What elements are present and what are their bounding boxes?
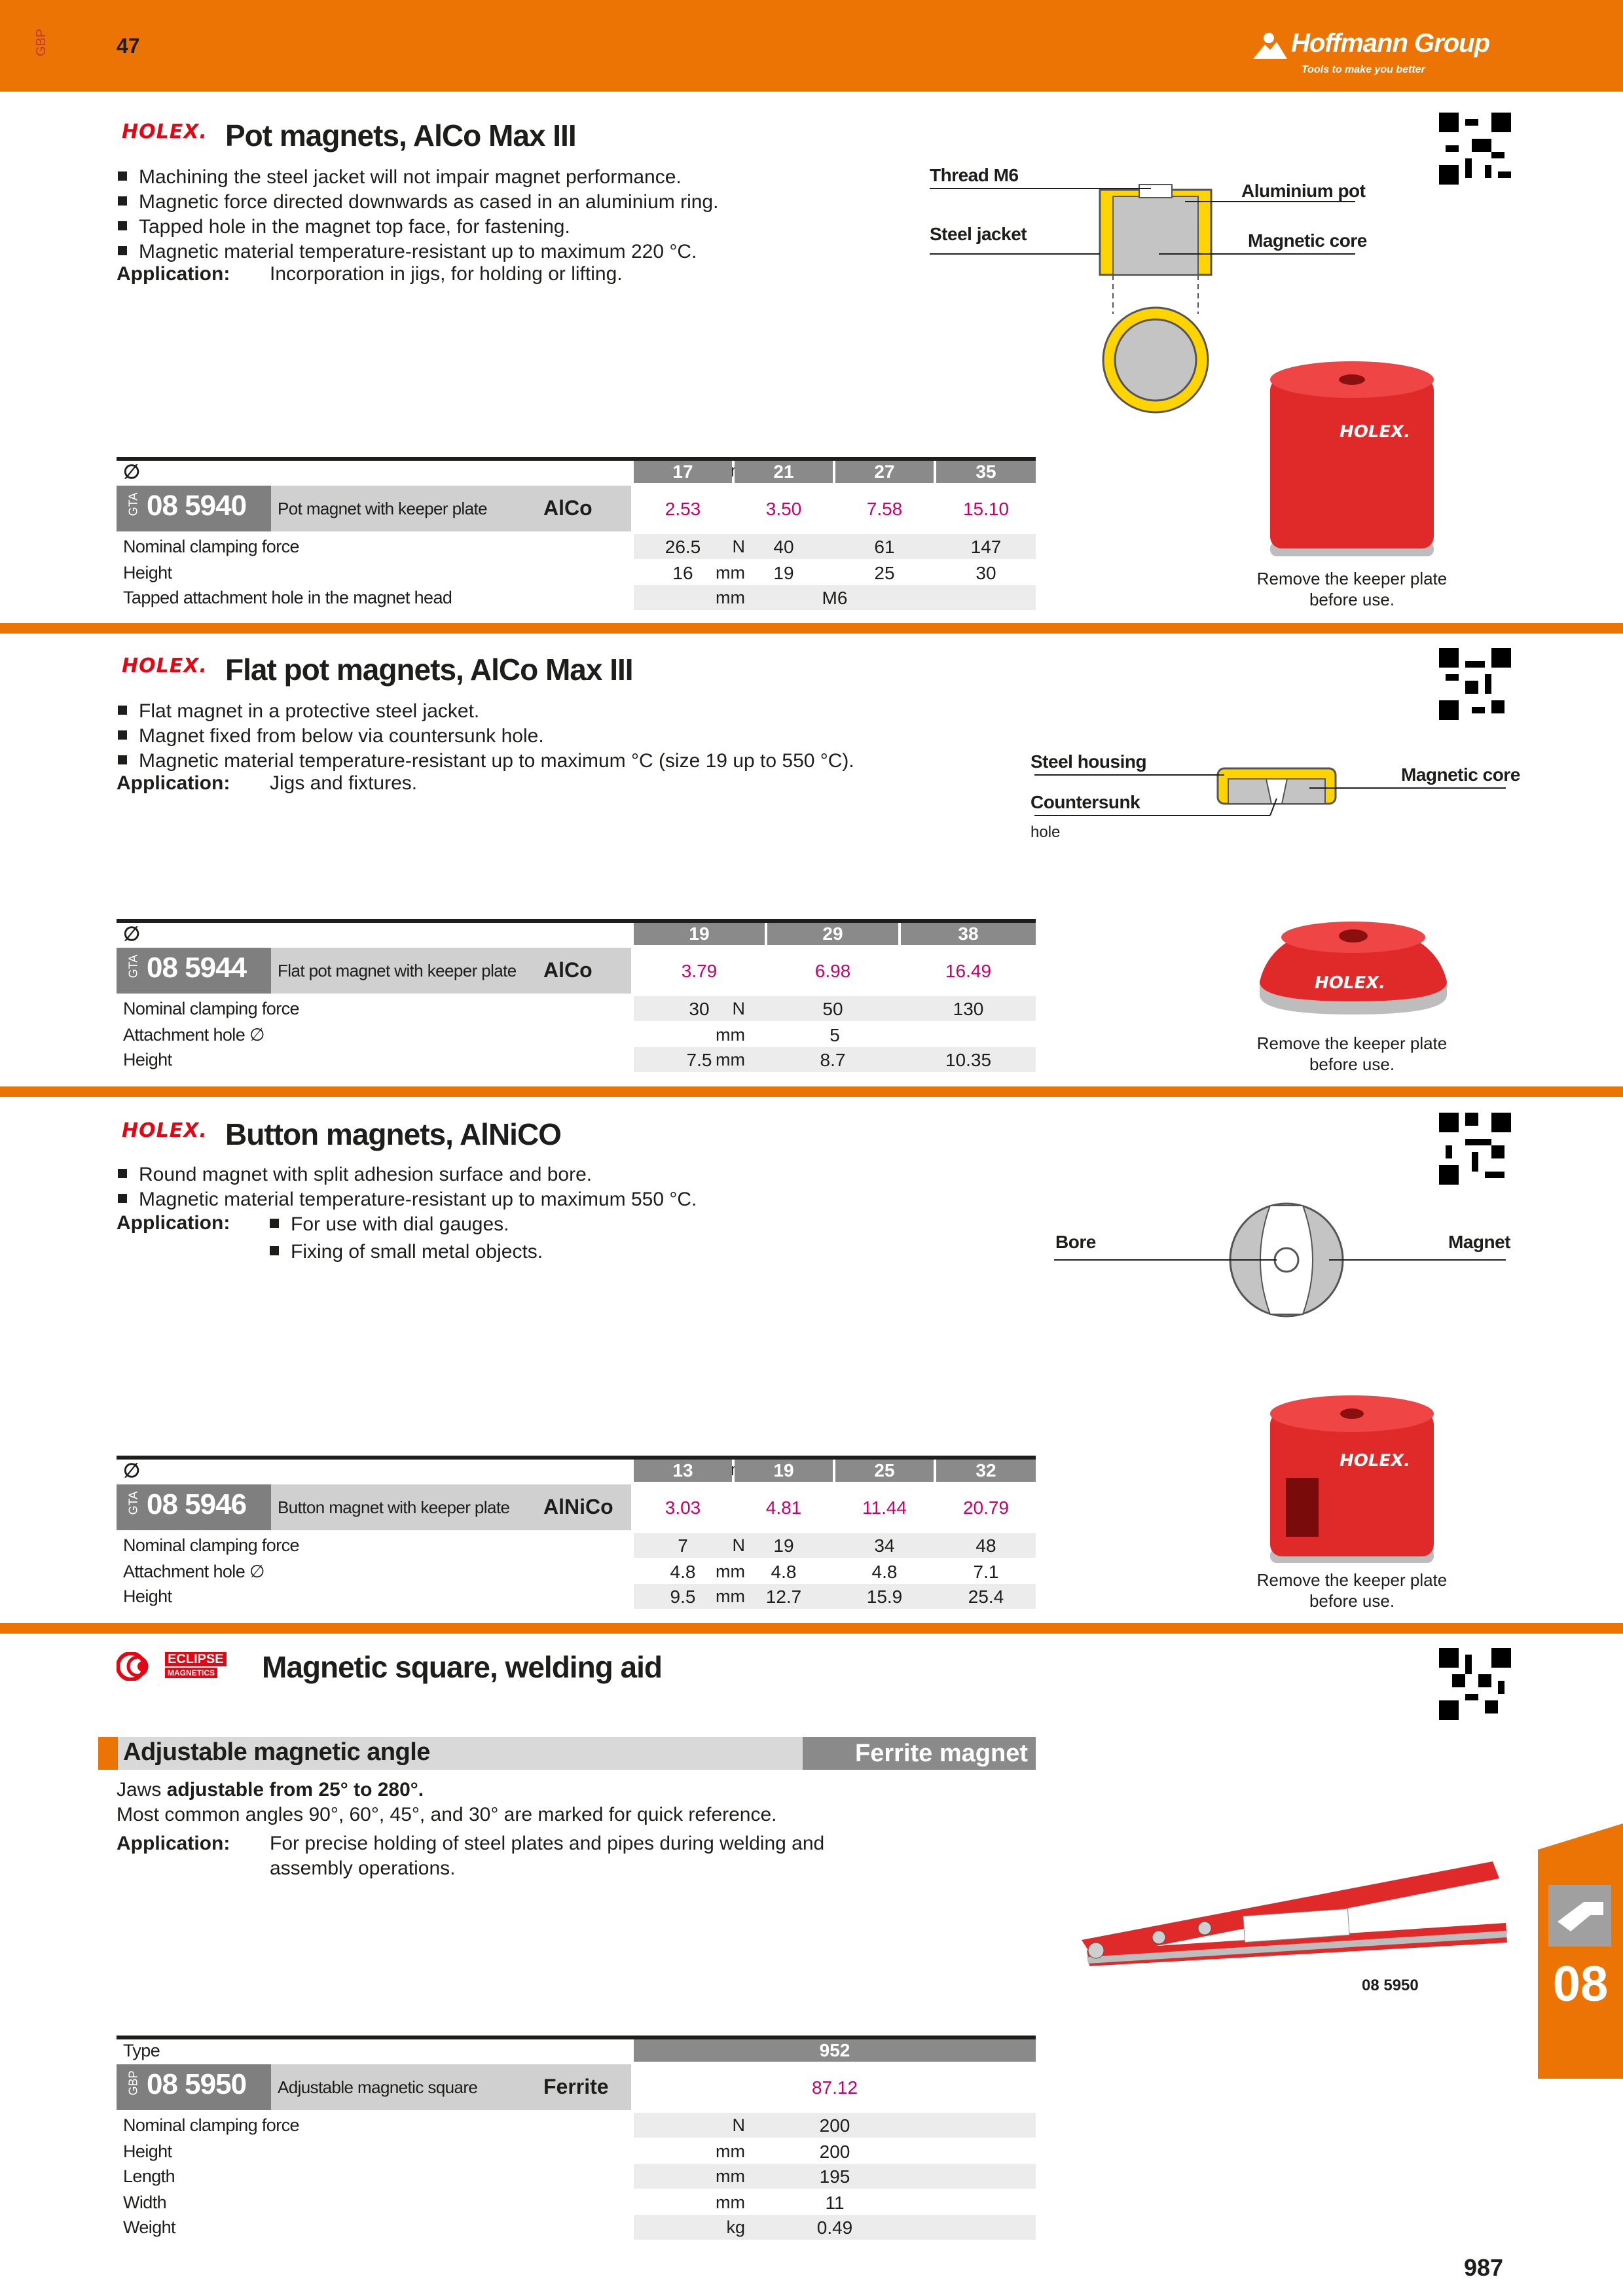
magnetic-square-image xyxy=(1074,1820,1519,1970)
row-unit: kg xyxy=(726,2217,745,2237)
price: 11.44 xyxy=(862,1498,907,1518)
holex-logo: HOLEX. xyxy=(122,120,208,143)
row-value: 10.35 xyxy=(945,1050,992,1070)
qr-code-icon xyxy=(1439,1648,1511,1720)
feature-item: Tapped hole in the magnet top face, for fastening. xyxy=(118,215,718,240)
article-number[interactable]: 08 5940 xyxy=(147,490,247,522)
application-label: Application: xyxy=(117,1833,230,1854)
row-value: 15.9 xyxy=(866,1587,903,1607)
feature-item: Magnetic force directed downwards as cased in an aluminium ring. xyxy=(118,190,718,215)
application-text: Jigs and fixtures. xyxy=(270,772,418,794)
row-value: 50 xyxy=(822,999,843,1019)
price: 3.50 xyxy=(765,499,802,519)
label-aluminium-pot: Aluminium pot xyxy=(1241,181,1366,201)
row-label: Weight xyxy=(123,2217,175,2237)
eclipse-logo xyxy=(117,1649,247,1682)
row-value: 8.7 xyxy=(820,1050,846,1070)
row-value: 200 xyxy=(819,2142,850,2162)
row-value: 61 xyxy=(874,537,895,557)
keeper-plate-caption: Remove the keeper plate before use. xyxy=(1256,569,1448,609)
row-value: 9.5 xyxy=(670,1587,696,1607)
article-prefix: GBP xyxy=(126,2070,140,2096)
row-label: Attachment hole ∅ xyxy=(123,1025,264,1045)
row-label: Nominal clamping force xyxy=(123,999,299,1018)
type-label: Type xyxy=(123,2041,160,2060)
row-unit: mm xyxy=(716,2166,745,2186)
row-label: Height xyxy=(123,1587,172,1606)
section-title: Pot magnets, AlCo Max III xyxy=(225,118,576,152)
chapter-number: 08 xyxy=(1552,1956,1609,2012)
row-value: 4.8 xyxy=(771,1562,797,1582)
spec-table xyxy=(117,457,1036,610)
row-label: Attachment hole ∅ xyxy=(123,1562,264,1581)
label-steel-housing: Steel housing xyxy=(1030,751,1147,772)
chapter-tab[interactable] xyxy=(1538,1823,1623,2079)
size-header: 19 xyxy=(634,923,765,945)
holex-logo: HOLEX. xyxy=(122,655,208,677)
row-label: Height xyxy=(123,1050,172,1069)
label-magnetic-core: Magnetic core xyxy=(1401,764,1520,785)
article-description: Flat pot magnet with keeper plate xyxy=(278,961,517,980)
row-value: 12.7 xyxy=(765,1587,802,1607)
feature-item: Magnetic material temperature-resistant up to maximum 220 °C. xyxy=(118,240,718,264)
row-unit: mm xyxy=(716,588,745,607)
flat-pot-magnet-image xyxy=(1252,903,1455,1021)
article-number[interactable]: 08 5944 xyxy=(147,952,247,984)
diameter-symbol: ∅ xyxy=(123,461,140,483)
size-header: 17 xyxy=(634,461,732,483)
feature-item: Magnetic material temperature-resistant up to maximum °C (size 19 up to 550 °C). xyxy=(118,749,854,774)
pot-magnet-image xyxy=(1264,359,1440,568)
row-value: 16 xyxy=(672,563,693,583)
qr-code-icon xyxy=(1439,1113,1511,1185)
row-value: 48 xyxy=(976,1535,996,1556)
price: 16.49 xyxy=(945,961,992,981)
label-bore: Bore xyxy=(1055,1232,1096,1252)
article-description: Button magnet with keeper plate xyxy=(278,1498,510,1517)
row-unit: mm xyxy=(716,2193,745,2212)
row-value: 4.8 xyxy=(871,1562,898,1582)
row-value: 34 xyxy=(874,1535,895,1556)
label-steel-jacket: Steel jacket xyxy=(930,224,1027,244)
row-label: Tapped attachment hole in the magnet head xyxy=(123,588,452,607)
price: 4.81 xyxy=(765,1498,802,1518)
price: 15.10 xyxy=(962,499,1010,519)
article-prefix: GTA xyxy=(126,954,140,978)
button-magnet-image xyxy=(1264,1393,1440,1576)
size-header: 38 xyxy=(901,923,1036,945)
application-list xyxy=(270,1212,543,1265)
application-item: Fixing of small metal objects. xyxy=(270,1240,543,1265)
price: 3.79 xyxy=(681,961,718,981)
row-value: 7.1 xyxy=(973,1562,999,1582)
article-number[interactable]: 08 5946 xyxy=(147,1488,247,1520)
row-value: 26.5 xyxy=(665,537,701,557)
eclipse-brand-line2: MAGNETICS xyxy=(165,1668,217,1678)
row-value: 25 xyxy=(874,563,895,583)
size-header: 27 xyxy=(835,461,934,483)
row-unit: N xyxy=(732,2115,745,2135)
section-title: Button magnets, AlNiCO xyxy=(225,1117,561,1151)
row-unit: mm xyxy=(716,2142,745,2161)
row-value: 40 xyxy=(773,537,794,557)
feature-list xyxy=(118,1162,697,1212)
size-header: 35 xyxy=(936,461,1036,483)
holex-logo: HOLEX. xyxy=(122,1119,208,1142)
spec-table xyxy=(117,2036,1036,2244)
brand-name: Hoffmann Group xyxy=(1291,29,1490,58)
size-header: 952 xyxy=(634,2039,1036,2062)
adjustable-range-text: Jaws adjustable from 25° to 280°. xyxy=(117,1779,424,1801)
feature-item: Flat magnet in a protective steel jacket. xyxy=(118,699,854,724)
keeper-plate-caption: Remove the keeper plate before use. xyxy=(1256,1570,1448,1611)
row-label: Nominal clamping force xyxy=(123,2115,299,2135)
side-code: GBP xyxy=(34,28,48,56)
section-title: Flat pot magnets, AlCo Max III xyxy=(225,653,633,687)
article-prefix: GTA xyxy=(126,492,140,516)
application-label: Application: xyxy=(117,1212,230,1234)
row-value: 200 xyxy=(819,2115,850,2136)
row-unit: mm xyxy=(716,1587,745,1606)
row-value-merged: 5 xyxy=(830,1025,840,1045)
article-material: AlCo xyxy=(543,958,593,982)
row-unit: mm xyxy=(716,563,745,583)
feature-item: Magnetic material temperature-resistant up to maximum 550 °C. xyxy=(118,1187,697,1212)
section-title: Magnetic square, welding aid xyxy=(262,1650,663,1684)
feature-list xyxy=(118,699,854,774)
application-text: assembly operations. xyxy=(270,1857,456,1879)
row-unit: N xyxy=(732,1535,745,1555)
feature-item: Machining the steel jacket will not impair magnet performance. xyxy=(118,165,718,190)
row-value: 7.5 xyxy=(686,1050,712,1070)
row-label: Height xyxy=(123,563,172,583)
feature-item: Round magnet with split adhesion surface and bore. xyxy=(118,1162,697,1187)
price: 20.79 xyxy=(962,1498,1010,1518)
label-countersunk: Countersunk xyxy=(1030,792,1140,812)
row-value: 7 xyxy=(678,1535,688,1556)
brand-tagline: Tools to make you better xyxy=(1302,64,1425,75)
row-label: Nominal clamping force xyxy=(123,537,299,556)
label-hole: hole xyxy=(1030,823,1061,841)
size-header: 32 xyxy=(936,1460,1036,1482)
row-label: Height xyxy=(123,2142,172,2161)
row-value-merged: M6 xyxy=(822,588,848,608)
section-separator xyxy=(0,1623,1623,1634)
article-material: AlNiCo xyxy=(543,1495,613,1518)
row-value: 130 xyxy=(953,999,984,1019)
application-item: For use with dial gauges. xyxy=(270,1212,543,1237)
qr-code-icon xyxy=(1439,648,1511,720)
row-value: 19 xyxy=(773,1535,794,1556)
qr-code-icon xyxy=(1439,113,1511,185)
row-value: 30 xyxy=(976,563,996,583)
row-unit: N xyxy=(732,999,745,1018)
size-header: 25 xyxy=(835,1460,934,1482)
feature-item: Magnet fixed from below via countersunk hole. xyxy=(118,724,854,749)
article-number[interactable]: 08 5950 xyxy=(147,2068,247,2100)
size-header: 19 xyxy=(735,1460,833,1482)
application-text: Incorporation in jigs, for holding or lifting. xyxy=(270,263,623,285)
page-number: 987 xyxy=(1464,2254,1504,2281)
row-label: Nominal clamping force xyxy=(123,1535,299,1555)
price: 87.12 xyxy=(811,2077,858,2098)
angles-text: Most common angles 90°, 60°, 45°, and 30° are marked for quick reference. xyxy=(117,1804,777,1825)
image-holex-mark: HOLEX. xyxy=(1339,1451,1411,1471)
application-label: Application: xyxy=(117,772,230,794)
row-value: 11 xyxy=(825,2193,845,2213)
size-header: 13 xyxy=(634,1460,732,1482)
price: 3.03 xyxy=(665,1498,701,1518)
spec-table xyxy=(117,919,1036,1072)
button-magnet-diagram xyxy=(1054,1198,1512,1322)
article-material: Ferrite xyxy=(543,2075,609,2098)
diameter-symbol: ∅ xyxy=(123,924,140,945)
application-text: For precise holding of steel plates and pipes during welding and xyxy=(270,1833,825,1854)
label-magnet: Magnet xyxy=(1448,1232,1510,1252)
row-value: 0.49 xyxy=(816,2217,853,2238)
feature-list xyxy=(118,165,718,264)
article-description: Adjustable magnetic square xyxy=(278,2077,478,2097)
section-separator xyxy=(0,1086,1623,1097)
article-description: Pot magnet with keeper plate xyxy=(278,499,487,518)
label-magnetic-core: Magnetic core xyxy=(1248,230,1367,251)
price: 2.53 xyxy=(665,499,701,519)
row-unit: mm xyxy=(716,1025,745,1045)
size-header: 21 xyxy=(735,461,833,483)
row-unit: N xyxy=(732,537,745,556)
row-label: Length xyxy=(123,2166,175,2186)
price: 6.98 xyxy=(814,961,851,981)
diameter-symbol: ∅ xyxy=(123,1460,140,1482)
application-label: Application: xyxy=(117,263,230,285)
hoffmann-logo xyxy=(1250,29,1512,81)
subheader-material: Ferrite magnet xyxy=(803,1737,1036,1770)
price: 7.58 xyxy=(866,499,903,519)
row-value: 4.8 xyxy=(670,1562,696,1582)
row-value: 195 xyxy=(819,2166,850,2187)
size-header: 29 xyxy=(767,923,898,945)
section-separator xyxy=(0,623,1623,634)
label-thread: Thread M6 xyxy=(930,165,1019,185)
keeper-plate-caption: Remove the keeper plate before use. xyxy=(1256,1033,1448,1074)
row-value: 25.4 xyxy=(968,1587,1004,1607)
row-value: 30 xyxy=(689,999,710,1019)
eclipse-brand-line1: ECLIPSE xyxy=(165,1652,227,1666)
article-prefix: GTA xyxy=(126,1491,140,1515)
header-page-label: 47 xyxy=(117,34,140,58)
spec-table xyxy=(117,1456,1036,1609)
eclipse-logo-icon xyxy=(117,1652,162,1681)
row-value: 19 xyxy=(773,563,794,583)
row-unit: mm xyxy=(716,1050,745,1069)
row-unit: mm xyxy=(716,1562,745,1581)
image-caption: 08 5950 xyxy=(1362,1977,1419,1994)
article-material: AlCo xyxy=(543,496,593,520)
subheader-title: Adjustable magnetic angle xyxy=(123,1738,430,1766)
image-holex-mark: HOLEX. xyxy=(1314,973,1386,993)
image-holex-mark: HOLEX. xyxy=(1339,422,1411,442)
row-label: Width xyxy=(123,2193,167,2212)
hoffmann-logo-icon xyxy=(1250,30,1288,60)
row-value: 147 xyxy=(970,537,1002,557)
